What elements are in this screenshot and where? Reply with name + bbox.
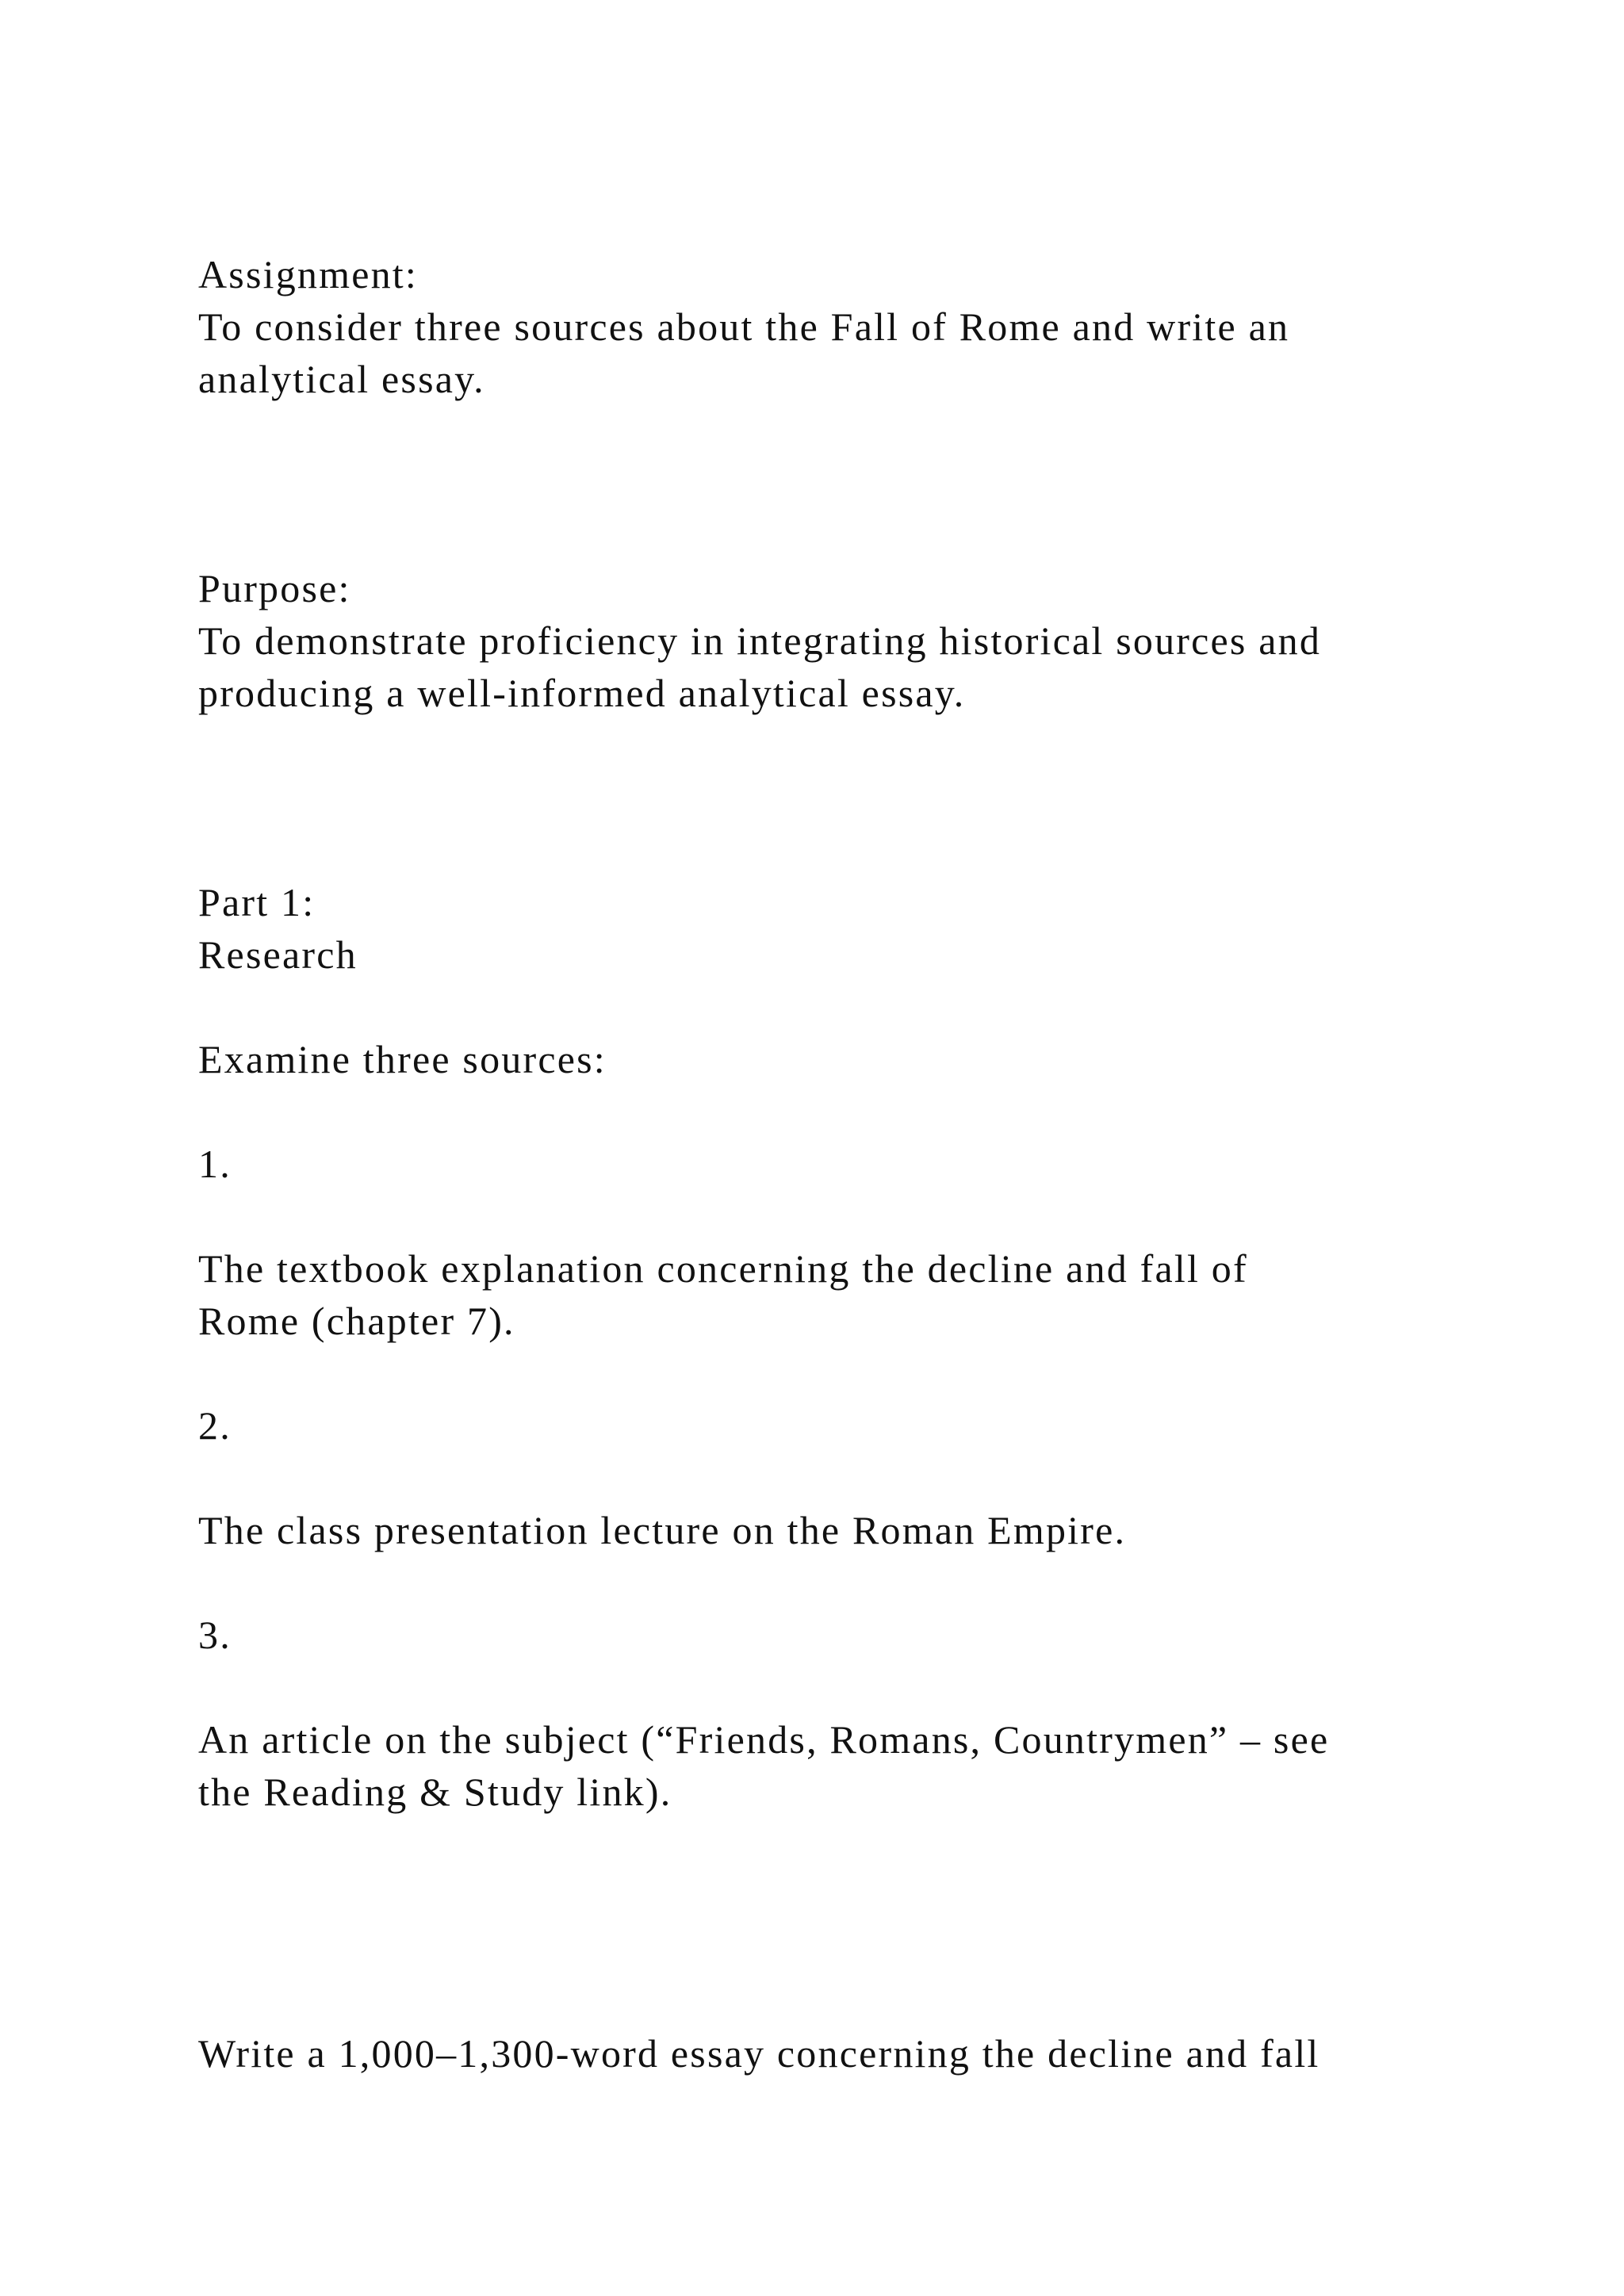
source-2-number: 2. <box>198 1403 232 1448</box>
purpose-line-1: To demonstrate proficiency in integrating historical sources and <box>198 618 1322 663</box>
part1-heading: Part 1: <box>198 880 316 924</box>
source-2-line-1: The class presentation lecture on the Roman Empire. <box>198 1508 1127 1552</box>
source-3-number: 3. <box>198 1613 232 1657</box>
part1-intro: Examine three sources: <box>198 1037 607 1081</box>
assignment-heading: Assignment: <box>198 252 418 297</box>
source-3-line-2: the Reading & Study link). <box>198 1770 672 1814</box>
assignment-line-2: analytical essay. <box>198 357 485 401</box>
essay-line-1: Write a 1,000–1,300-word essay concerning the decline and fall <box>198 2031 1320 2076</box>
assignment-line-1: To consider three sources about the Fall of Rome and write an <box>198 304 1290 349</box>
purpose-heading: Purpose: <box>198 566 351 610</box>
source-3-line-1: An article on the subject (“Friends, Romans, Countrymen” – see <box>198 1717 1330 1762</box>
source-1-line-1: The textbook explanation concerning the decline and fall of <box>198 1246 1248 1291</box>
source-1-line-2: Rome (chapter 7). <box>198 1299 515 1343</box>
part1-subheading: Research <box>198 932 358 977</box>
purpose-line-2: producing a well-informed analytical essay. <box>198 671 966 715</box>
source-1-number: 1. <box>198 1142 232 1186</box>
